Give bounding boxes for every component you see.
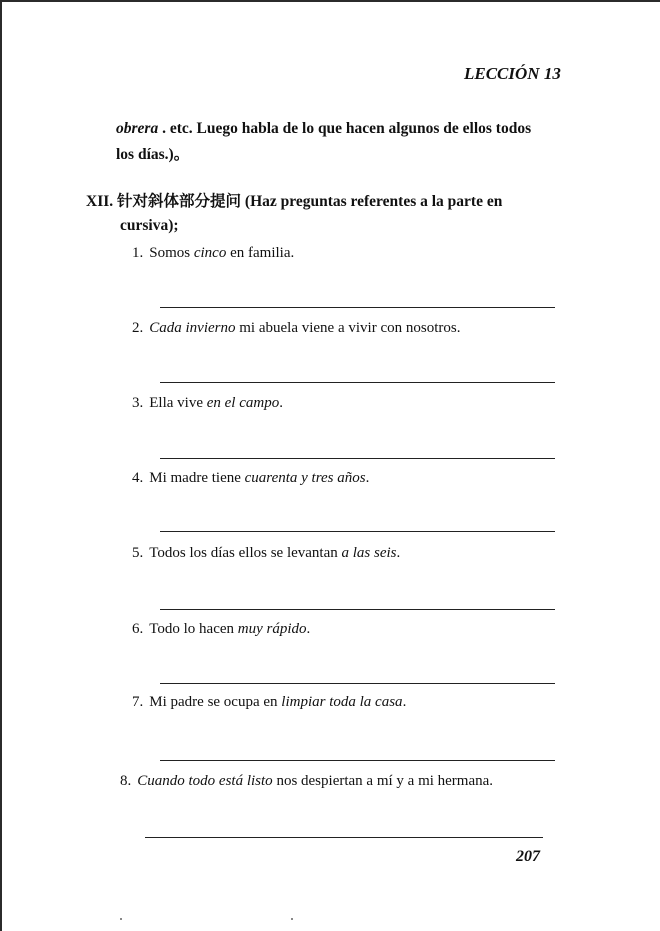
answer-blank-line[interactable] [145, 837, 543, 838]
sentence-text: Mi madre tiene [149, 470, 245, 486]
section-heading [86, 190, 586, 238]
exercise-item [132, 621, 310, 638]
exercise-number: 3. [132, 395, 144, 411]
italic-target-text: Cuando todo está listo [137, 773, 273, 789]
sentence-text: nos despiertan a mí y a mi hermana. [272, 773, 494, 789]
section-number: XII. [86, 193, 114, 210]
sentence-text: . [365, 470, 370, 486]
answer-blank-line[interactable] [160, 531, 555, 532]
answer-blank-line[interactable] [160, 760, 555, 761]
intro-paragraph [116, 116, 586, 168]
exercise-number: 4. [132, 470, 144, 486]
sentence-text: Mi padre se ocupa en [149, 694, 282, 710]
exercise-item [132, 545, 400, 562]
exercise-number: 6. [132, 621, 144, 637]
answer-blank-line[interactable] [160, 683, 555, 684]
exercise-item [132, 395, 283, 412]
sentence-text: Somos [149, 245, 194, 261]
sentence-text: . [396, 545, 401, 561]
section-title-cn: 针对斜体部分提问 [117, 193, 242, 210]
intro-line2: los días.)。 [116, 146, 190, 163]
italic-target-text: cuarenta y tres años [244, 470, 366, 486]
sentence-text: Todos los días ellos se levantan [149, 545, 342, 561]
italic-target-text: limpiar toda la casa [281, 694, 403, 710]
exercise-number: 1. [132, 245, 144, 261]
exercise-number: 5. [132, 545, 144, 561]
scan-speck [120, 918, 122, 920]
answer-blank-line[interactable] [160, 458, 555, 459]
exercise-item [132, 245, 294, 262]
section-title-es-cont: cursiva); [120, 217, 179, 234]
sentence-text: . [402, 694, 407, 710]
lesson-header: LECCIÓN 13 [464, 64, 561, 83]
italic-target-text: Cada invierno [149, 320, 236, 336]
sentence-text: Ella vive [149, 395, 207, 411]
sentence-text: . [279, 395, 283, 411]
exercise-number: 2. [132, 320, 144, 336]
sentence-text: Todo lo hacen [149, 621, 238, 637]
intro-italic: obrera [116, 120, 159, 137]
answer-blank-line[interactable] [160, 382, 555, 383]
exercise-number: 7. [132, 694, 144, 710]
answer-blank-line[interactable] [160, 609, 555, 610]
italic-target-text: muy rápido [237, 621, 307, 637]
sentence-text: mi abuela viene a vivir con nosotros. [235, 320, 461, 336]
exercise-item [132, 470, 369, 487]
section-title-es: (Haz preguntas referentes a la parte en [244, 193, 503, 210]
exercise-number: 8. [120, 773, 132, 789]
exercise-item [120, 773, 493, 790]
intro-line1: . etc. Luego habla de lo que hacen algunos de ellos todos [158, 120, 532, 137]
sentence-text: en familia. [226, 245, 295, 261]
italic-target-text: en el campo [206, 395, 280, 411]
answer-blank-line[interactable] [160, 307, 555, 308]
page-number: 207 [516, 848, 540, 865]
sentence-text: . [306, 621, 311, 637]
scan-speck [291, 918, 293, 920]
exercise-item [132, 320, 460, 337]
exercise-item [132, 694, 406, 711]
italic-target-text: a las seis [341, 545, 397, 561]
italic-target-text: cinco [193, 245, 227, 261]
